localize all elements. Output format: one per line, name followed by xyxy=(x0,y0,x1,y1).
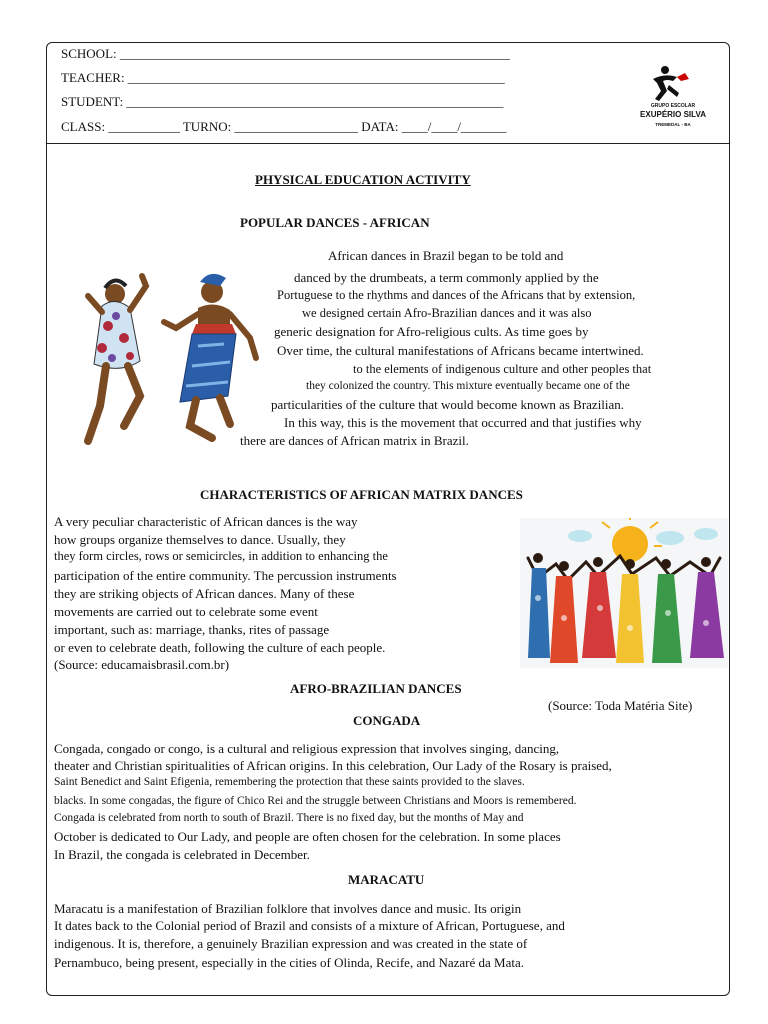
paragraph-line: Portuguese to the rhythms and dances of the Africans that by extension, xyxy=(277,288,636,302)
teacher-field: TEACHER: __________________________________________________________ xyxy=(61,70,505,85)
section-heading-maracatu: MARACATU xyxy=(348,872,425,887)
paragraph-line: Congada is celebrated from north to south of Brazil. There is no fixed day, but the months of May and xyxy=(54,812,524,824)
paragraph-line: particularities of the culture that would become known as Brazilian. xyxy=(271,397,625,412)
section-heading-afro-brazilian: AFRO-BRAZILIAN DANCES xyxy=(290,681,462,696)
page-title: PHYSICAL EDUCATION ACTIVITY xyxy=(255,172,471,187)
paragraph-line: Congada, congado or congo, is a cultural and religious expression that involves singing, dancing, xyxy=(54,741,560,756)
header-box xyxy=(47,43,729,144)
school-field: SCHOOL: ____________________________________________________________ xyxy=(61,46,510,61)
paragraph-line: they colonized the country. This mixture eventually became one of the xyxy=(306,380,630,392)
paragraph-line: important, such as: marriage, thanks, rites of passage xyxy=(54,622,330,637)
paragraph-line: In Brazil, the congada is celebrated in December. xyxy=(54,847,310,862)
section-heading-popular-dances: POPULAR DANCES - AFRICAN xyxy=(240,215,430,230)
paragraph-line: they are striking objects of African dances. Many of these xyxy=(54,586,355,601)
paragraph-line: blacks. In some congadas, the figure of Chico Rei and the struggle between Christians and Moors is remembered. xyxy=(54,795,577,807)
paragraph-line: African dances in Brazil began to be told and xyxy=(328,248,564,263)
paragraph-line: Pernambuco, being present, especially in the cities of Olinda, Recife, and Nazaré da Mata. xyxy=(54,955,524,970)
paragraph-line: they form circles, rows or semicircles, in addition to enhancing the xyxy=(54,549,388,563)
paragraph-line: to the elements of indigenous culture and other peoples that xyxy=(353,362,652,376)
paragraph-line: danced by the drumbeats, a term commonly applied by the xyxy=(294,270,599,285)
paragraph-line: theater and Christian spiritualities of African origins. In this celebration, Our Lady of the Rosary is praised, xyxy=(54,758,612,773)
paragraph-line: movements are carried out to celebrate some event xyxy=(54,604,318,619)
african-dancers-illustration xyxy=(80,266,260,446)
paragraph-line: participation of the entire community. The percussion instruments xyxy=(54,568,397,583)
paragraph-line: generic designation for Afro-religious cults. As time goes by xyxy=(274,324,589,339)
source-citation: (Source: educamaisbrasil.com.br) xyxy=(54,657,230,672)
student-field: STUDENT: __________________________________________________________ xyxy=(61,94,504,109)
source-citation: (Source: Toda Matéria Site) xyxy=(548,698,693,713)
class-field: CLASS: ___________ TURNO: ___________________ DATA: ____/____/_______ xyxy=(61,119,507,134)
paragraph-line: In this way, this is the movement that occurred and that justifies why xyxy=(284,415,642,430)
paragraph-line: October is dedicated to Our Lady, and people are often chosen for the celebration. In some places xyxy=(54,829,561,844)
dancer-logo-icon xyxy=(633,65,713,103)
logo-line-3: TREMEDAL - BA xyxy=(655,122,691,127)
circle-dance-illustration xyxy=(520,518,728,668)
school-logo xyxy=(633,65,713,129)
paragraph-line: there are dances of African matrix in Brazil. xyxy=(240,433,469,448)
paragraph-line: Saint Benedict and Saint Efigenia, remembering the protection that these saints provided to the slaves. xyxy=(54,776,525,788)
logo-line-2: EXUPÉRIO SILVA xyxy=(640,110,706,119)
section-heading-characteristics: CHARACTERISTICS OF AFRICAN MATRIX DANCES xyxy=(200,487,523,502)
paragraph-line: or even to celebrate death, following the culture of each people. xyxy=(54,640,386,655)
paragraph-line: A very peculiar characteristic of African dances is the way xyxy=(54,514,358,529)
paragraph-line: Over time, the cultural manifestations of Africans became intertwined. xyxy=(277,343,644,358)
paragraph-line: It dates back to the Colonial period of Brazil and consists of a mixture of African, Portuguese, and xyxy=(54,918,565,933)
paragraph-line: how groups organize themselves to dance. Usually, they xyxy=(54,532,346,547)
paragraph-line: we designed certain Afro-Brazilian dances and it was also xyxy=(302,306,592,320)
paragraph-line: indigenous. It is, therefore, a genuinely Brazilian expression and was created in the state of xyxy=(54,936,528,951)
section-heading-congada: CONGADA xyxy=(353,713,421,728)
paragraph-line: Maracatu is a manifestation of Brazilian folklore that involves dance and music. Its origin xyxy=(54,901,522,916)
logo-line-1: GRUPO ESCOLAR xyxy=(650,103,696,109)
